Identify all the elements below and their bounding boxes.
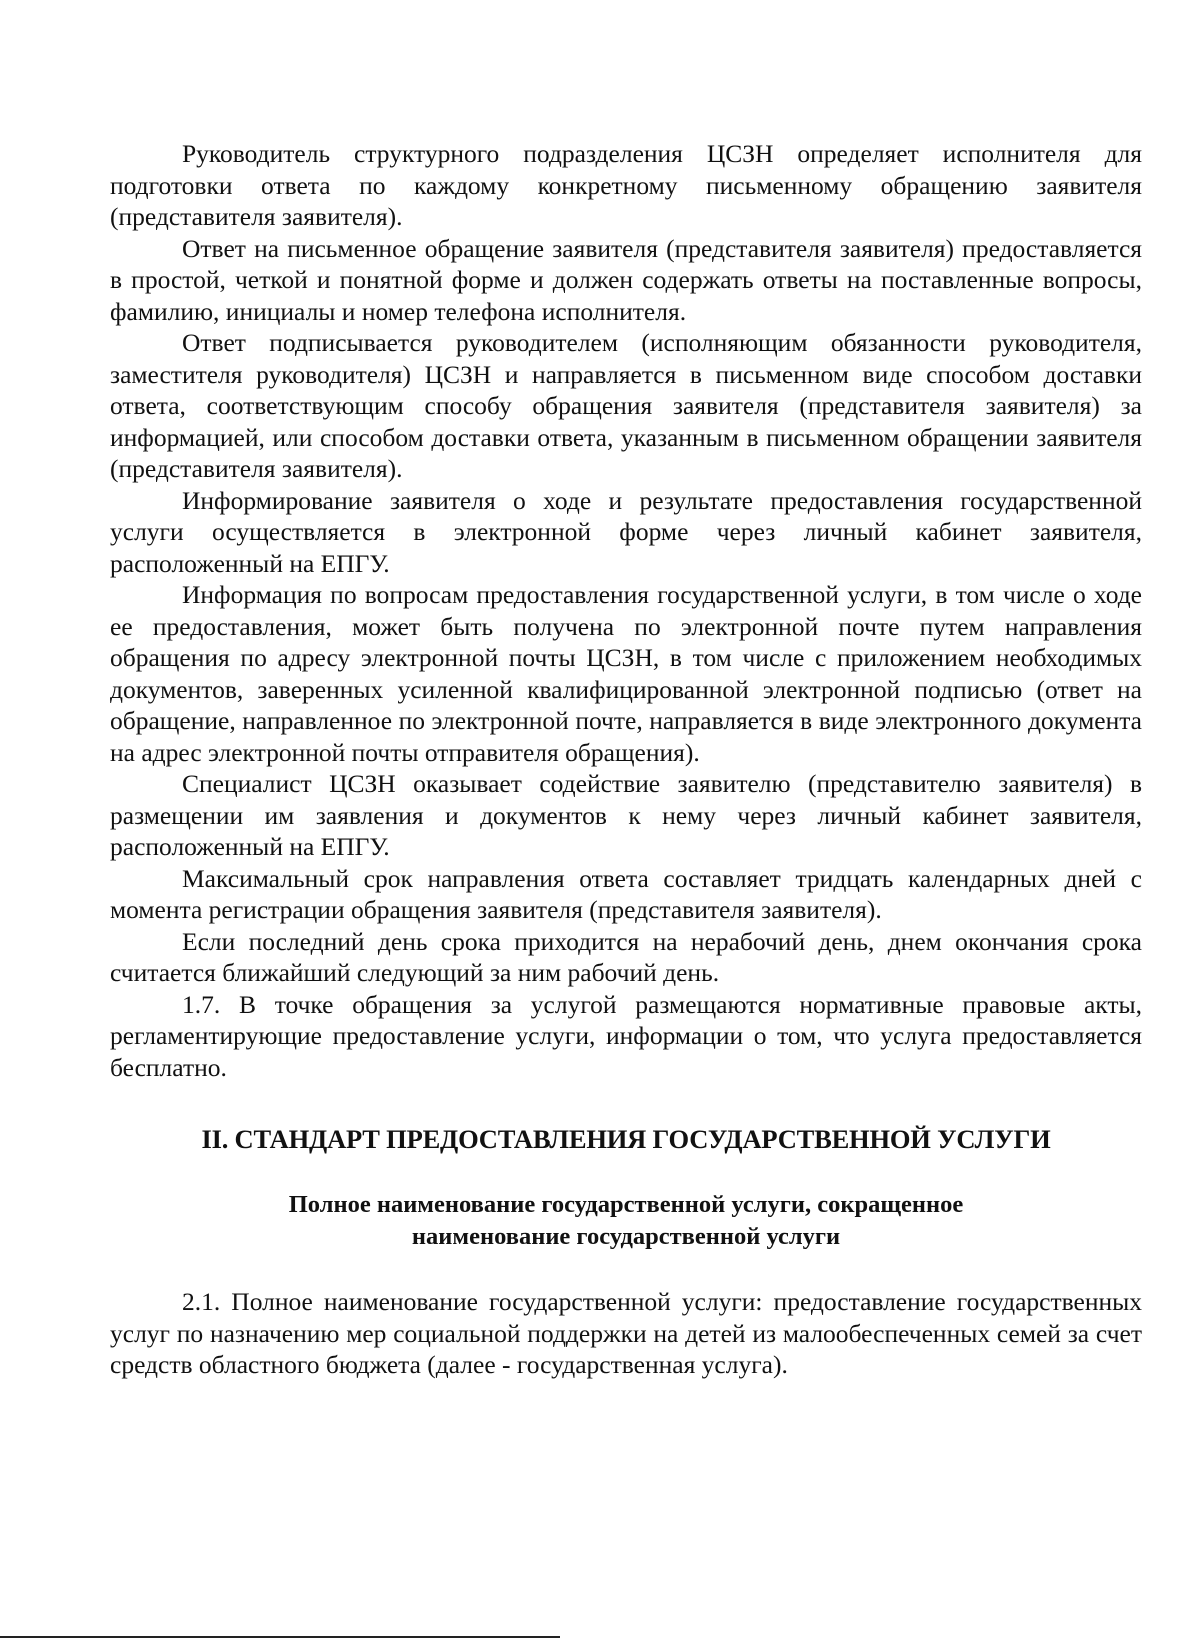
paragraph-email-info: Информация по вопросам предоставления государственной услуги, в том числе о ходе ее предоставления, может быть получена по электронной почте путем направления обращения по адресу электронной почты ЦСЗН, в том числе с приложением необходимых документов, заверенных усиленной квалифицированной электронной подписью (ответ на обращение, направленное по электронной почте, направляется в виде электронного документа на адрес электронной почты отправителя обращения).	[110, 580, 1142, 767]
paragraph-answer-form: Ответ на письменное обращение заявителя (представителя заявителя) предоставляется в простой, четкой и понятной форме и должен содержать ответы на поставленные вопросы, фамилию, инициалы и номер телефона исполнителя.	[110, 233, 1142, 326]
paragraph-answer-signing: Ответ подписывается руководителем (исполняющим обязанности руководителя, заместителя руководителя) ЦСЗН и направляется в письменном виде способом доставки ответа, соответствующим способу обращения заявителя (представителя заявителя) за информацией, или способом доставки ответа, указанным в письменном обращении заявителя (представителя заявителя).	[110, 328, 1142, 483]
paragraph-weekend-rule: Если последний день срока приходится на нерабочий день, днем окончания срока считается ближайший следующий за ним рабочий день.	[110, 926, 1142, 987]
paragraph-max-term: Максимальный срок направления ответа составляет тридцать календарных дней с момента регистрации обращения заявителя (представителя заявителя).	[110, 863, 1142, 924]
section-title: II. СТАНДАРТ ПРЕДОСТАВЛЕНИЯ ГОСУДАРСТВЕННОЙ УСЛУГИ	[201, 1124, 1051, 1154]
subsection-title	[110, 1189, 1142, 1253]
paragraph-specialist-assistance: Специалист ЦСЗН оказывает содействие заявителю (представителю заявителя) в размещении им заявления и документов к нему через личный кабинет заявителя, расположенный на ЕПГУ.	[110, 769, 1142, 861]
paragraph-informing: Информирование заявителя о ходе и результате предоставления государственной услуги осуществляется в электронной форме через личный кабинет заявителя, расположенный на ЕПГУ.	[110, 485, 1142, 578]
document-body	[110, 138, 1142, 1381]
scan-edge-line	[0, 1636, 560, 1638]
paragraph-executor-assignment: Руководитель структурного подразделения ЦСЗН определяет исполнителя для подготовки ответа по каждому конкретному письменному обращению заявителя (представителя заявителя).	[110, 139, 1142, 231]
subsection-title-line-1: Полное наименование государственной услуги, сокращенное	[288, 1191, 964, 1218]
paragraph-1-7: 1.7. В точке обращения за услугой размещаются нормативные правовые акты, регламентирующие предоставление услуги, информации о том, что услуга предоставляется бесплатно.	[110, 989, 1142, 1082]
subsection-title-line-2: наименование государственной услуги	[411, 1223, 841, 1250]
paragraph-2-1: 2.1. Полное наименование государственной услуги: предоставление государственных услуг по назначению мер социальной поддержки на детей из малообеспеченных семей за счет средств областного бюджета (далее - государственная услуга).	[110, 1287, 1142, 1379]
